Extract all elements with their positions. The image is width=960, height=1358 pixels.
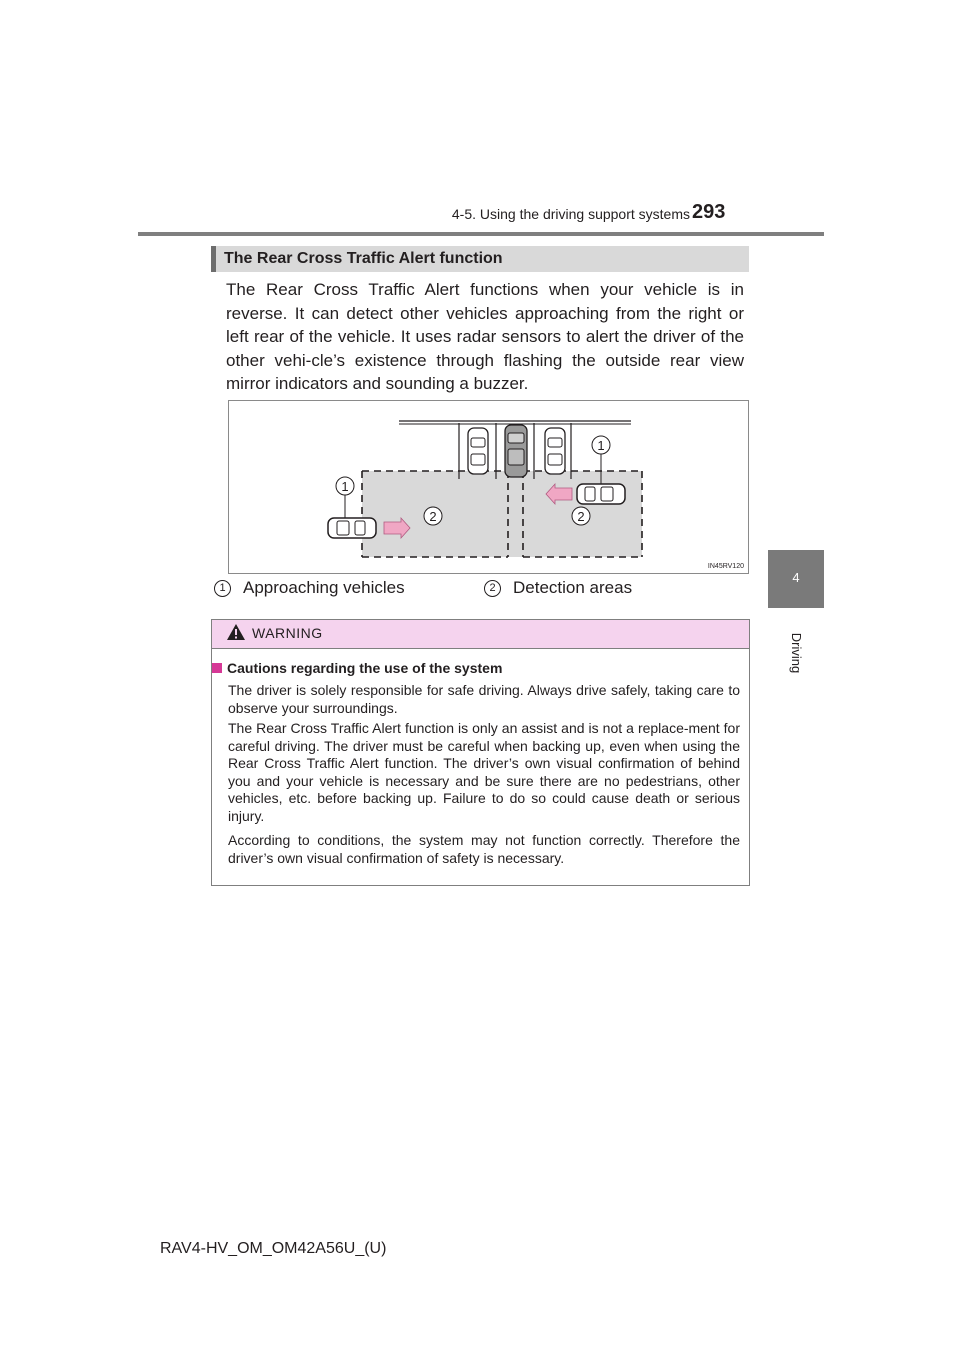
own-vehicle [505,425,527,477]
header-section-title: 4-5. Using the driving support systems [451,206,690,222]
figure-code: IN45RV120 [707,563,744,570]
footer-document-code: RAV4-HV_OM_OM42A56U_(U) [160,1240,387,1257]
chapter-tab-label: Driving [789,632,804,674]
legend-label: Approaching vehicles [243,578,405,597]
rear-cross-traffic-illustration [229,401,748,573]
warning-paragraph: The driver is solely responsible for safe driving. Always drive safely, taking care to observe your surroundings. [228,682,740,716]
warning-paragraph: The Rear Cross Traffic Alert function is only an assist and is not a replace-ment for careful driving. The driver must be careful when backing up, even when using the Rear Cross Traffic Alert function. The driver’s own visual confirmation of behind you and your vehicle is necessary and be sure there are no pedestrians, other vehicles, etc. before backing up. Failure to do so could cause death or serious injury. [228,720,740,824]
svg-text:2: 2 [577,509,585,524]
pink-square-icon [212,663,222,673]
warning-triangle-icon [226,623,246,641]
approaching-vehicle-left [328,518,376,538]
warning-paragraph: According to conditions, the system may not function correctly. Therefore the driver’s own visual confirmation of safety is necessary. [228,832,740,866]
body-paragraph: The Rear Cross Traffic Alert functions when your vehicle is in reverse. It can detect other vehicles approaching from the right or left rear of the vehicle. It uses radar sensors to alert the driver of the other vehi-cle’s existence through flashing the outside rear view mirror indicators and sounding a buzzer. [226,280,744,393]
parked-car-right [545,428,565,474]
legend-item-detection [484,578,632,598]
legend-number: 2 [484,580,501,597]
header-rule [138,232,824,236]
warning-title: WARNING [252,625,323,641]
chapter-tab-number: 4 [792,570,800,585]
parked-car-left [468,428,488,474]
svg-text:1: 1 [341,479,349,494]
warning-subheading-text: Cautions regarding the use of the system [227,660,503,676]
legend-number: 1 [214,580,231,597]
svg-text:2: 2 [429,509,437,524]
approaching-vehicle-right [577,484,625,504]
page-number: 293 [692,201,726,223]
svg-text:1: 1 [597,438,605,453]
warning-subheading [212,660,502,676]
legend-item-approaching [214,578,405,598]
section-title: The Rear Cross Traffic Alert function [224,250,503,267]
legend-label: Detection areas [513,578,633,597]
figure-frame [228,400,749,574]
